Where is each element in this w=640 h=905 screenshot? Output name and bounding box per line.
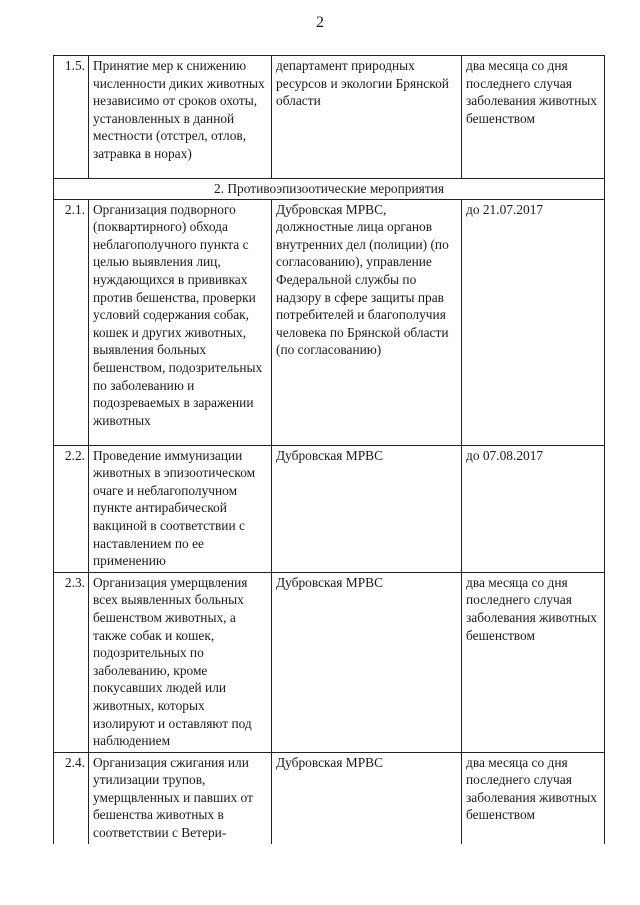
measure-cell: Проведение иммунизации животных в эпизоотическом очаге и неблагополучном пункте антирабической вакциной в соответствии с наставлением по ее применению [89,445,272,572]
measure-cell: Принятие мер к снижению численности диких животных независимо от сроков охоты, установленных в данной местности (отстрел, отлов, затравка в норах) [89,56,272,179]
section-header-row [54,179,605,200]
table-row [54,445,605,572]
row-number: 2.1. [54,199,89,445]
page-number: 2 [316,14,324,31]
table-row [54,56,605,179]
deadline-cell: два месяца со дня последнего случая заболевания животных бешенством [462,56,605,179]
measure-cell: Организация умерщвления всех выявленных больных бешенством животных, а также собак и кошек, подозрительных по заболеванию, кроме покусавших людей или животных, которых изолируют и оставляют под наблюдением [89,572,272,752]
responsible-cell: департамент природных ресурсов и экологии Брянской области [272,56,462,179]
responsible-cell: Дубровская МРВС [272,445,462,572]
measure-cell: Организация сжигания или утилизации трупов, умерщвленных и павших от бешенства животных в соответствии с Ветери- [89,752,272,843]
measures-table [53,55,605,844]
row-number: 2.4. [54,752,89,843]
measure-cell: Организация подворного (поквартирного) обхода неблагополучного пункта с целью выявления лиц, нуждающихся в прививках против бешенства, проверки условий содержания собак, кошек и других животных, выявления больных бешенством, подозрительных по заболеванию и подозреваемых в заражении животных [89,199,272,445]
row-number: 2.2. [54,445,89,572]
section-title: 2. Противоэпизоотические мероприятия [54,179,605,200]
row-number: 1.5. [54,56,89,179]
row-number: 2.3. [54,572,89,752]
deadline-cell: два месяца со дня последнего случая заболевания животных бешенством [462,572,605,752]
table-row [54,752,605,843]
deadline-cell: до 21.07.2017 [462,199,605,445]
responsible-cell: Дубровская МРВС [272,572,462,752]
table-row [54,199,605,445]
responsible-cell: Дубровская МРВС, должностные лица органов внутренних дел (полиции) (по согласованию), управление Федеральной службы по надзору в сфере защиты прав потребителей и благополучия человека по Брянской области (по согласованию) [272,199,462,445]
deadline-cell: два месяца со дня последнего случая заболевания животных бешенством [462,752,605,843]
table-row [54,572,605,752]
responsible-cell: Дубровская МРВС [272,752,462,843]
deadline-cell: до 07.08.2017 [462,445,605,572]
